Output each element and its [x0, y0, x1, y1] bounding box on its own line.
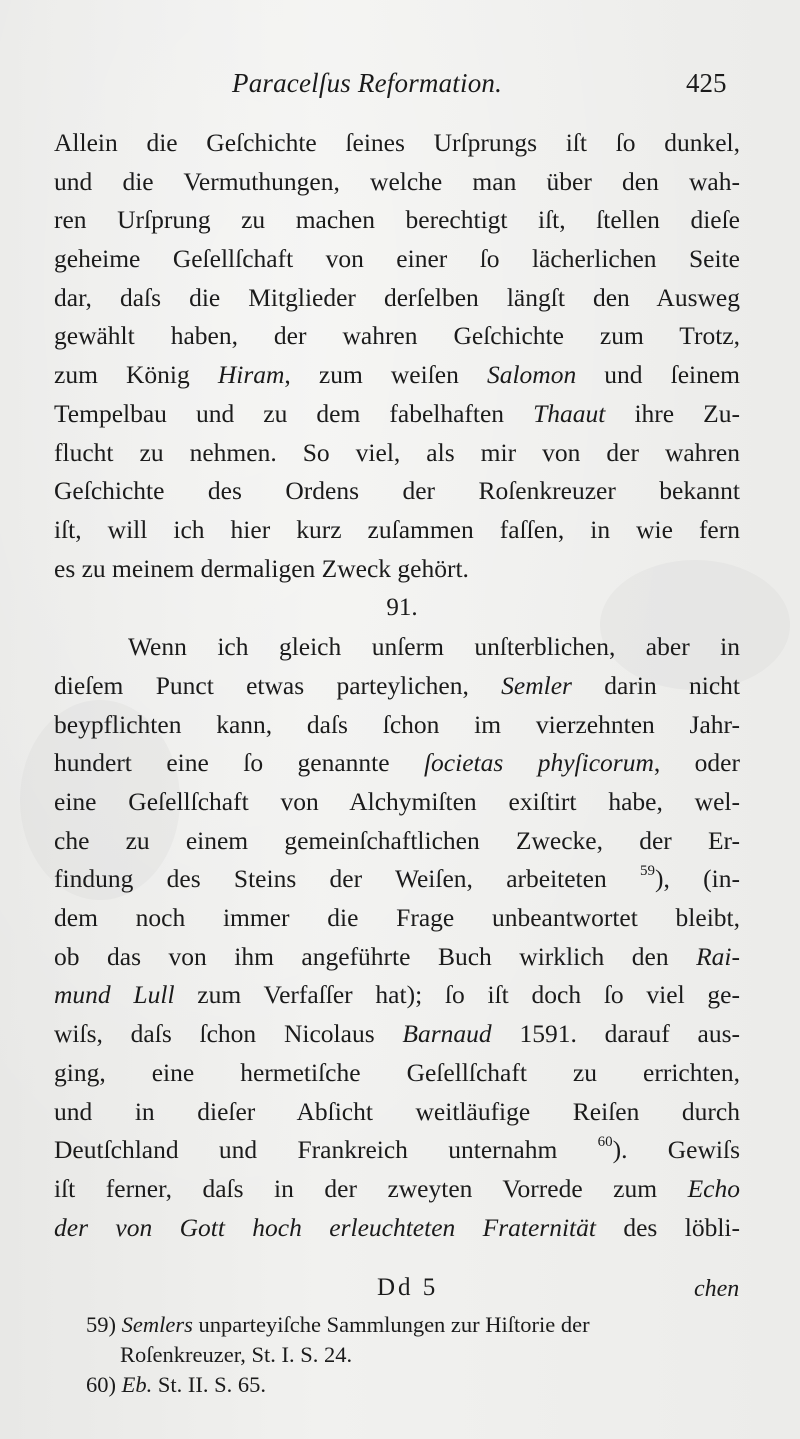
text-line: geheime Geſellſchaft von einer ſo lächerlichen Seite	[54, 244, 740, 274]
text-line: Geſchichte des Ordens der Roſenkreuzer bekannt	[54, 476, 740, 506]
text-run: und ſeinem	[576, 360, 741, 390]
text-line	[54, 667, 740, 706]
text-line: ren Urſprung zu machen berechtigt iſt, ſtellen dieſe	[54, 205, 740, 235]
text-line	[54, 938, 740, 977]
text-line	[54, 1015, 740, 1054]
text-run: , oder	[653, 748, 740, 778]
text-run: St. II. S. 65.	[152, 1372, 267, 1397]
footnote-number: 59)	[86, 1312, 116, 1337]
footnote	[86, 1310, 766, 1340]
text-line: eine Geſellſchaft von Alchymiſten exiſtirt habe, wel-	[54, 787, 740, 816]
text-line: Allein die Geſchichte ſeines Urſprungs iſt ſo dunkel,	[54, 128, 740, 157]
text-line: iſt, will ich hier kurz zuſammen faſſen, in wie fern	[54, 514, 740, 544]
italic-name: Hiram	[217, 360, 285, 390]
text-run: zum Verfaſſer hat); ſo iſt doch ſo viel ge-	[174, 980, 740, 1010]
signature-mark: Dd 5	[377, 1274, 439, 1301]
italic-name: Rai-	[696, 941, 740, 971]
italic-title: der von Gott hoch erleuchteten Fraternität	[54, 1212, 596, 1242]
italic-name: Thaaut	[533, 398, 606, 428]
text-line: ging, eine hermetiſche Geſellſchaft zu errichten,	[54, 1057, 740, 1087]
text-run: , zum weiſen	[284, 360, 487, 390]
page-number: 425	[686, 68, 727, 98]
catchword: chen	[694, 1276, 740, 1302]
text-line	[54, 860, 740, 899]
text-line	[54, 1131, 740, 1170]
text-run: hundert eine ſo genannte	[54, 748, 424, 778]
text-line: und die Vermuthungen, welche man über den wah-	[54, 166, 740, 196]
text-line: beypflichten kann, daſs ſchon im vierzehnten Jahr-	[54, 709, 740, 739]
text-run: wiſs, daſs ſchon Nicolaus	[54, 1019, 403, 1049]
text-line: flucht zu nehmen. So viel, als mir von der wahren	[54, 437, 740, 467]
section-number: 91.	[386, 594, 418, 622]
text-line	[54, 1209, 740, 1248]
footnote-continuation: Roſenkreuzer, St. I. S. 24.	[120, 1342, 353, 1367]
text-run: ), (in-	[655, 864, 740, 894]
italic-name: Semlers	[121, 1312, 193, 1337]
text-run: findung des Steins der Weiſen, arbeiteten	[54, 864, 641, 894]
text-run: Tempelbau und zu dem fabelhaften	[54, 398, 534, 428]
italic-title: Echo	[687, 1173, 740, 1203]
italic-abbrev: Eb.	[121, 1372, 153, 1397]
footnotes	[86, 1310, 766, 1400]
text-line	[54, 395, 740, 434]
text-run: ). Gewiſs	[612, 1135, 740, 1165]
footnote-reference: 60	[597, 1134, 613, 1151]
italic-term: ſocietas phyſicorum	[423, 748, 654, 778]
text-run: ihre Zu-	[605, 398, 740, 428]
italic-name: mund Lull	[54, 980, 175, 1010]
text-run: zum König	[54, 360, 218, 390]
text-line: gewählt haben, der wahren Geſchichte zum Trotz,	[54, 321, 740, 351]
text-line: es zu meinem dermaligen Zweck gehört.	[54, 553, 469, 583]
body-text	[54, 124, 740, 1247]
text-run: Deutſchland und Frankreich unternahm	[54, 1135, 598, 1165]
text-line	[54, 976, 740, 1015]
running-header	[0, 68, 800, 108]
text-line	[54, 356, 740, 395]
text-line: dar, daſs die Mitglieder derſelben längſt den Ausweg	[54, 282, 740, 312]
italic-name: Barnaud	[402, 1019, 492, 1049]
text-line: Wenn ich gleich unſerm unſterblichen, aber in	[128, 632, 740, 662]
text-line	[54, 744, 740, 783]
italic-name: Salomon	[486, 360, 577, 390]
running-title: Paracelſus Reformation.	[232, 68, 503, 98]
signature-line	[0, 1274, 800, 1310]
text-line: dem noch immer die Frage unbeantwortet bleibt,	[54, 903, 740, 933]
text-line	[54, 1170, 740, 1209]
text-run: iſt ferner, daſs in der zweyten Vorrede zum	[54, 1173, 688, 1203]
footnote-number: 60)	[86, 1372, 116, 1397]
text-line: und in dieſer Abſicht weitläufige Reiſen durch	[54, 1096, 740, 1126]
text-line: che zu einem gemeinſchaftlichen Zwecke, der Er-	[54, 825, 740, 855]
footnote-reference: 59	[640, 863, 656, 880]
text-run: ob das von ihm angeführte Buch wirklich den	[54, 941, 697, 971]
italic-name: Semler	[501, 670, 572, 700]
text-run: unparteyiſche Sammlungen zur Hiſtorie der	[192, 1312, 590, 1337]
footnote	[86, 1370, 766, 1400]
text-run: darin nicht	[571, 670, 740, 700]
text-run: 1591. darauf aus-	[491, 1019, 740, 1049]
text-run: dieſem Punct etwas parteylichen,	[54, 670, 502, 700]
text-run: des löbli-	[595, 1212, 740, 1242]
